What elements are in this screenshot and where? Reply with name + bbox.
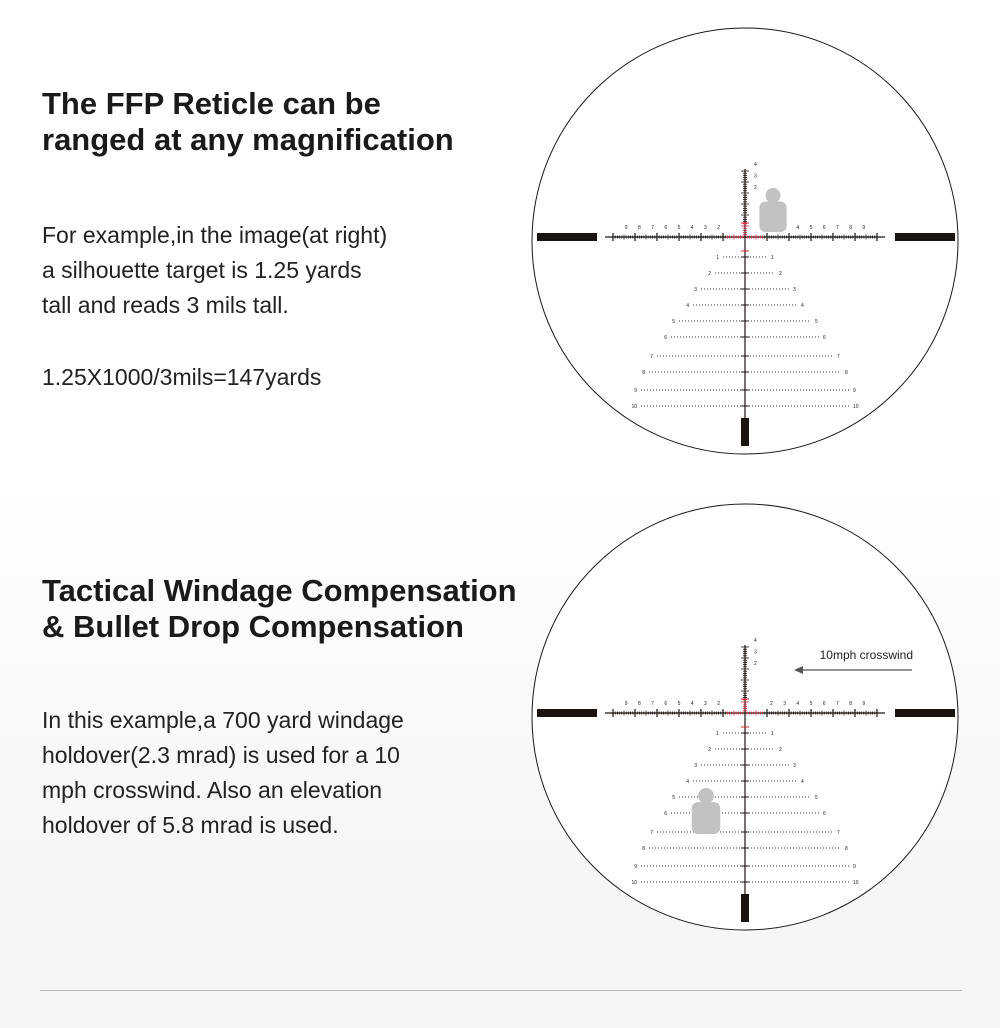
bdc-label-right: 6 [823, 335, 826, 341]
bdc-label-left: 4 [686, 303, 689, 309]
bdc-label-right: 7 [837, 354, 840, 360]
left-thick-post [537, 233, 597, 241]
v-number: 3 [754, 649, 757, 656]
bdc-label-left: 7 [650, 354, 653, 360]
h-number-right: 6 [822, 225, 826, 231]
windage-section [0, 480, 1000, 1028]
v-number: 2 [754, 185, 757, 191]
bdc-label-left: 6 [664, 335, 667, 341]
bottom-divider [40, 990, 962, 991]
bdc-label-right: 5 [815, 319, 818, 325]
bdc-label-left: 9 [634, 864, 637, 870]
h-number-left: 5 [677, 225, 681, 231]
h-number-left: 7 [651, 701, 654, 707]
bdc-label-left: 7 [650, 830, 653, 836]
h-number-left: 4 [690, 701, 694, 707]
h-number-left: 6 [664, 701, 668, 707]
bottom-thick-post [741, 418, 749, 446]
v-number: 4 [754, 638, 757, 644]
h-number-left: 9 [624, 225, 628, 231]
bdc-label-right: 7 [837, 830, 840, 836]
ranging-formula: 1.25X1000/3mils=147yards [42, 364, 322, 390]
bdc-label-left: 1 [716, 255, 719, 261]
bdc-label-right: 8 [845, 846, 848, 852]
h-number-right: 4 [796, 701, 800, 707]
ranging-description: For example,in the image(at right) a silhouette target is 1.25 yards tall and reads 3 mils tall. [42, 222, 388, 318]
crosswind-label: 10mph crosswind [819, 648, 913, 662]
h-number-right: 8 [849, 701, 852, 707]
bdc-label-left: 3 [694, 287, 697, 293]
bdc-label-right: 4 [801, 779, 804, 785]
h-number-right: 7 [836, 701, 839, 707]
bottom-thick-post [741, 894, 749, 922]
bdc-label-right: 1 [771, 255, 774, 261]
right-thick-post [895, 233, 955, 241]
bdc-label-left: 2 [708, 271, 711, 277]
bdc-label-right: 8 [845, 370, 848, 376]
h-number-left: 2 [717, 701, 720, 707]
v-number: 2 [754, 661, 757, 667]
bdc-label-left: 8 [642, 846, 645, 852]
h-number-left: 4 [690, 225, 694, 231]
h-number-right: 8 [849, 225, 852, 231]
h-number-left: 5 [677, 701, 681, 707]
v-number: 3 [754, 173, 757, 180]
h-number-right: 9 [862, 225, 866, 231]
bdc-label-right: 6 [823, 811, 826, 817]
h-number-right: 6 [822, 701, 826, 707]
h-number-left: 8 [638, 225, 641, 231]
bdc-label-right: 10 [853, 404, 859, 410]
v-number: 4 [754, 162, 757, 168]
bdc-label-right: 3 [793, 287, 796, 293]
reticle-view-ranging [530, 26, 960, 456]
h-number-right: 9 [862, 701, 866, 707]
h-number-left: 3 [704, 701, 707, 707]
bdc-label-left: 4 [686, 779, 689, 785]
windage-heading: Tactical Windage Compensation & Bullet Drop Compensation [42, 573, 517, 644]
bdc-label-right: 5 [815, 795, 818, 801]
h-number-left: 7 [651, 225, 654, 231]
h-number-right: 4 [796, 225, 800, 231]
h-number-left: 6 [664, 225, 668, 231]
h-number-left: 2 [717, 225, 720, 231]
h-number-right: 5 [809, 225, 813, 231]
bdc-label-left: 1 [716, 731, 719, 737]
bdc-label-right: 9 [853, 864, 856, 870]
bdc-label-left: 9 [634, 388, 637, 394]
h-number-right: 7 [836, 225, 839, 231]
right-thick-post [895, 709, 955, 717]
h-number-right: 3 [783, 701, 786, 707]
ranging-heading: The FFP Reticle can be ranged at any magnification [42, 86, 454, 157]
h-number-left: 3 [704, 225, 707, 231]
bdc-label-right: 4 [801, 303, 804, 309]
bdc-label-left: 6 [664, 811, 667, 817]
bdc-label-left: 5 [672, 319, 675, 325]
bdc-label-right: 2 [779, 747, 782, 753]
bdc-label-left: 2 [708, 747, 711, 753]
reticle-view-windage [530, 502, 960, 932]
ranging-section [0, 0, 1000, 480]
bdc-label-left: 3 [694, 763, 697, 769]
h-number-right: 2 [770, 701, 773, 707]
bdc-label-right: 3 [793, 763, 796, 769]
bdc-label-right: 10 [853, 880, 859, 886]
bdc-label-right: 2 [779, 271, 782, 277]
bdc-label-left: 10 [631, 880, 637, 886]
h-number-left: 9 [624, 701, 628, 707]
bdc-label-right: 9 [853, 388, 856, 394]
bdc-label-left: 10 [631, 404, 637, 410]
left-thick-post [537, 709, 597, 717]
h-number-right: 5 [809, 701, 813, 707]
windage-description: In this example,a 700 yard windage holdover(2.3 mrad) is used for a 10 mph crosswind. Also an elevation holdover of 5.8 mrad is used. [42, 707, 404, 838]
bdc-label-left: 5 [672, 795, 675, 801]
bdc-label-right: 1 [771, 731, 774, 737]
h-number-left: 8 [638, 701, 641, 707]
bdc-label-left: 8 [642, 370, 645, 376]
